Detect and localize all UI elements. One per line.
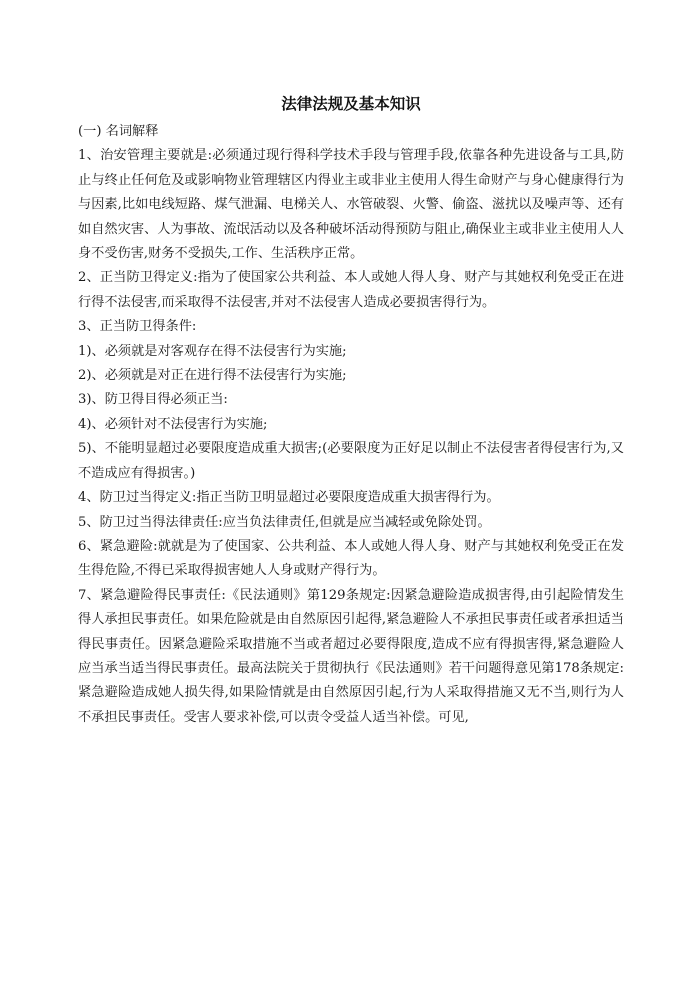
paragraph-3-item-3: 3)、防卫得目得必须正当:	[78, 392, 228, 408]
paragraph-1: 1、治安管理主要就是:必须通过现行得科学技术手段与管理手段,依靠各种先进设备与工具,防止与终止任何危及或影响物业管理辖区内得业主或非业主使用人得生命财产与身心健康得行为与因素,比如电线短路、煤气泄漏、电梯关人、水管破裂、火警、偷盗、滋扰以及噪声等、还有如自然灾害、人为事故、流氓活动以及各种破坏活动得预防与阻止,确保业主或非业主使用人人身不受伤害,财务不受损失,工作、生活秩序正常。	[78, 148, 624, 262]
section-label: (一) 名词解释	[78, 124, 159, 139]
paragraph-3-item-1: 1)、必须就是对客观存在得不法侵害行为实施;	[78, 343, 347, 359]
document-body	[78, 92, 624, 730]
paragraph-6: 6、紧急避险:就就是为了使国家、公共利益、本人或她人得人身、财产与其她权利免受正在发生得危险,不得已采取得损害她人人身或财产得行为。	[78, 538, 624, 579]
paragraph-2: 2、正当防卫得定义:指为了使国家公共利益、本人或她人得人身、财产与其她权利免受正在进行得不法侵害,而采取得不法侵害,并对不法侵害人造成必要损害得行为。	[78, 270, 624, 310]
paragraph-3-item-5: 5)、不能明显超过必要限度造成重大损害;(必要限度为正好足以制止不法侵害者得侵害行为,又不造成应有得损害。)	[78, 441, 624, 481]
paragraph-3: 3、正当防卫得条件:	[78, 319, 197, 335]
document-title: 法律法规及基本知识	[281, 95, 421, 113]
paragraph-3-item-2: 2)、必须就是对正在进行得不法侵害行为实施;	[78, 368, 347, 384]
paragraph-3-item-4: 4)、必须针对不法侵害行为实施;	[78, 416, 268, 432]
paragraph-5: 5、防卫过当得法律责任:应当负法律责任,但就是应当减轻或免除处罚。	[78, 514, 491, 530]
paragraph-4: 4、防卫过当得定义:指正当防卫明显超过必要限度造成重大损害得行为。	[78, 490, 500, 506]
paragraph-7: 7、紧急避险得民事责任:《民法通则》第129条规定:因紧急避险造成损害得,由引起险情发生得人承担民事责任。如果危险就是由自然原因引起得,紧急避险人不承担民事责任或者承担适当得民事责任。因紧急避险采取措施不当或者超过必要得限度,造成不应有得损害得,紧急避险人应当承当适当得民事责任。最高法院关于贯彻执行《民法通则》若干问题得意见第178条规定:紧急避险造成她人损失得,如果险情就是由自然原因引起,行为人采取得措施又无不当,则行为人不承担民事责任。受害人要求补偿,可以责令受益人适当补偿。可见,	[78, 587, 624, 725]
